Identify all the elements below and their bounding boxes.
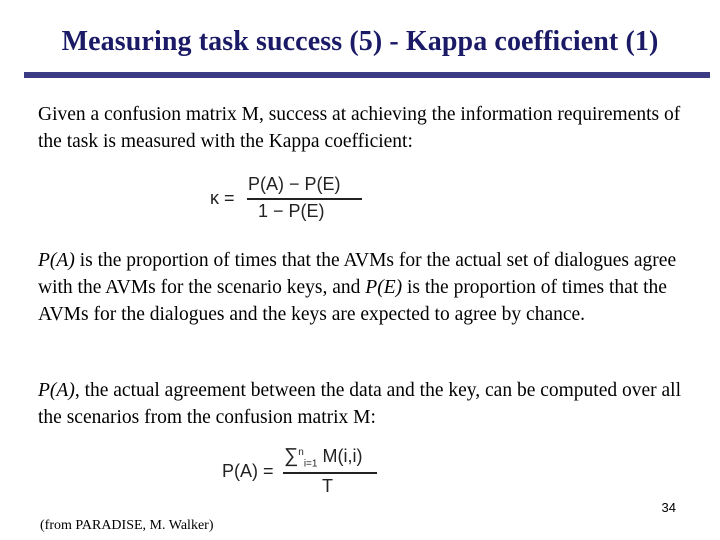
kappa-denominator: 1 − P(E) bbox=[258, 201, 325, 221]
kappa-fraction-bar bbox=[247, 198, 362, 200]
sum-upper-limit: n bbox=[298, 447, 304, 458]
pa-term: P(A) bbox=[38, 250, 75, 271]
source-citation: (from PARADISE, M. Walker) bbox=[40, 518, 214, 533]
pa-lhs: P(A) = bbox=[222, 461, 274, 481]
pa-numerator bbox=[284, 445, 362, 470]
pe-term: P(E) bbox=[365, 277, 403, 298]
page-number: 34 bbox=[661, 500, 676, 515]
definition-text-2: is the proportion of times that the AVMs for the dialogues and the keys are expected to agree by chance. bbox=[38, 277, 667, 325]
pa-denominator: T bbox=[322, 476, 333, 496]
sum-term: M(i,i) bbox=[322, 446, 363, 466]
kappa-numerator: P(A) − P(E) bbox=[248, 174, 341, 194]
definition-text-1: is the proportion of times that the AVMs for the actual set of dialogues agree with the AVMs for the scenario keys, and bbox=[38, 250, 677, 298]
slide-title: Measuring task success (5) - Kappa coefficient (1) bbox=[61, 26, 659, 57]
agreement-paragraph bbox=[38, 377, 688, 431]
kappa-lhs: κ = bbox=[210, 188, 235, 208]
pa-fraction-bar bbox=[283, 472, 377, 474]
title-divider bbox=[24, 72, 710, 78]
pa-term-2: P(A) bbox=[38, 380, 75, 401]
agreement-text: , the actual agreement between the data and the key, can be computed over all the scenarios from the confusion matrix M: bbox=[38, 380, 682, 428]
sigma-symbol: ∑ bbox=[284, 445, 299, 467]
definition-paragraph bbox=[38, 247, 688, 328]
sum-lower-limit: i=1 bbox=[303, 458, 318, 470]
intro-paragraph: Given a confusion matrix M, success at achieving the information requirements of the task is measured with the Kappa coefficient: bbox=[38, 104, 681, 152]
